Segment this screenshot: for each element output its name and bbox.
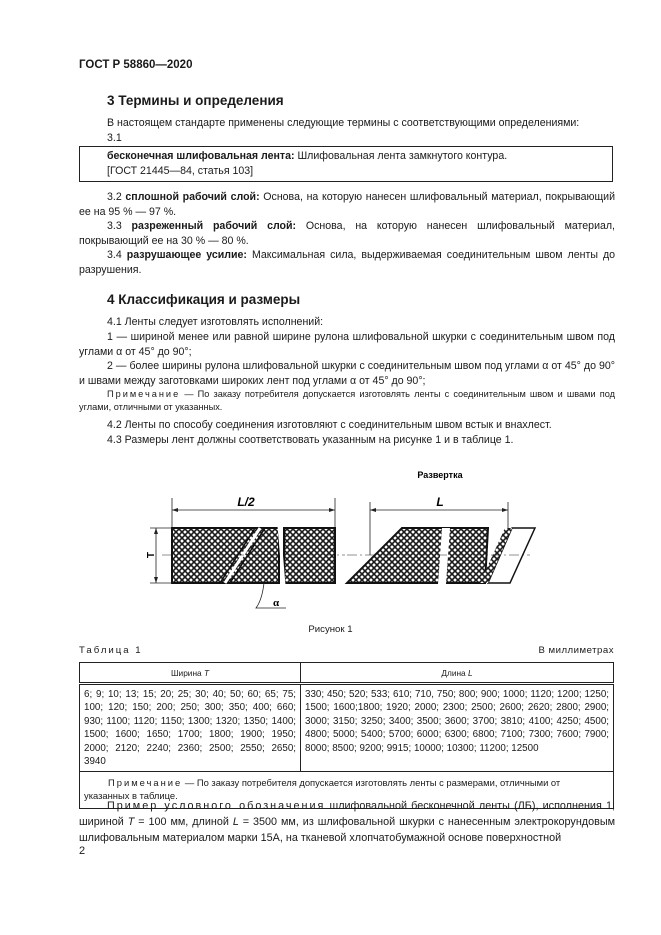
label-half-length: L/2 xyxy=(237,495,255,509)
table-row xyxy=(80,684,614,772)
section-4-title: 4 Классификация и размеры xyxy=(107,292,301,307)
term-3-4-name: разрушающее усилие: xyxy=(126,249,247,261)
term-3-3-name: разреженный рабочий слой: xyxy=(131,220,297,232)
term-3-3-number: 3.3 xyxy=(107,220,132,232)
cell-lengths: 330; 450; 520; 533; 610; 710, 750; 800; 900; 1000; 1120; 1200; 1250; 1500; 1600;1800; 1920; 2000; 2300; 2500; 2600; 2620; 2800; 2900; 3000; 3150; 3250; 3400; 3500; 3600; 3700; 3810; 4100; 4250; 4500; 4800; 5000; 5400; 5700; 6000; 6300; 6800; 7100; 7300; 7600; 7900; 8000; 8500; 9200; 9915; 10000; 10300; 11200; 12500 xyxy=(301,684,614,772)
example-text-a: шлифовальной бесконечной ленты (ЛБ), исполнения 1, шириной xyxy=(79,800,615,828)
page-number: 2 xyxy=(79,845,86,857)
note-label: Примечание xyxy=(107,389,181,399)
term-3-2 xyxy=(79,190,615,219)
term-3-4 xyxy=(79,248,615,277)
table-title: Таблица 1 xyxy=(79,645,143,656)
term-3-4-definition: Максимальная сила, выдерживаемая соединительным швом ленты до разрушения. xyxy=(79,249,616,276)
example-text-c: = 3500 мм, из шлифовальной шкурки с нанесенным электрокорундовым шлифовальным материалом марки 15А, на тканевой хлопчатобумажной основе поверхностной xyxy=(79,816,616,844)
example-label: Пример условного обозначения xyxy=(107,800,326,812)
section-4-note xyxy=(79,388,615,414)
term-3-4-number: 3.4 xyxy=(107,249,127,261)
label-angle: α xyxy=(273,597,280,609)
table-units: В миллиметрах xyxy=(538,645,614,656)
term-3-1 xyxy=(107,149,612,164)
example-paragraph xyxy=(79,798,615,846)
belt-side-view xyxy=(150,498,345,608)
example-symbol-l: L xyxy=(232,816,239,828)
paragraph-4-1-item-1: 1 — шириной менее или равной ширине рулона шлифовальной шкурки с соединительным швом под углами α от 45° до 90°; xyxy=(79,331,615,358)
paragraph-4-2: 4.2 Ленты по способу соединения изготовляют с соединительным швом встык и внахлест. xyxy=(107,419,552,431)
table-header-row xyxy=(80,663,614,684)
term-3-1-box xyxy=(79,146,613,182)
figure-caption: Рисунок 1 xyxy=(308,624,353,635)
term-3-2-definition: Основа, на которую нанесен шлифовальный материал, покрывающий ее на 95 % — 97 %. xyxy=(79,191,616,218)
intro-text: В настоящем стандарте применены следующие термины с соответствующими определениями: xyxy=(107,117,580,129)
column-header-length-label: Длина xyxy=(441,667,468,678)
paragraph-4-3: 4.3 Размеры лент должны соответствовать указанным на рисунке 1 и в таблице 1. xyxy=(107,434,514,446)
column-header-length-symbol: L xyxy=(467,667,473,678)
term-3-3-definition: Основа, на которую нанесен шлифовальный материал, покрывающий ее на 30 % — 80 %. xyxy=(79,220,615,247)
note-text: — По заказу потребителя допускается изготовлять ленты с соединительным швом и швами под углами, отличными от указанных. xyxy=(79,389,615,412)
column-header-width-symbol: T xyxy=(203,667,210,678)
label-width: T xyxy=(146,551,157,559)
example-symbol-t: T xyxy=(127,816,135,828)
table-note-text: — По заказу потребителя допускается изготовлять ленты с размерами, отличными от указанных в таблице. xyxy=(84,777,561,802)
table-1 xyxy=(79,662,614,809)
term-3-1-source: [ГОСТ 21445—84, статья 103] xyxy=(107,165,254,177)
column-header-length xyxy=(301,663,614,684)
paragraph-4-1: 4.1 Ленты следует изготовлять исполнений: xyxy=(107,316,324,328)
term-3-3 xyxy=(79,219,615,248)
belt-unfold-view xyxy=(347,502,535,584)
term-3-2-name: сплошной рабочий слой: xyxy=(125,191,260,203)
term-3-1-definition: Шлифовальная лента замкнутого контура. xyxy=(294,150,508,162)
section-3-intro xyxy=(107,116,615,145)
column-header-width xyxy=(80,663,301,684)
item-number-3-1: 3.1 xyxy=(107,131,122,144)
paragraph-4-1-item-2: 2 — более ширины рулона шлифовальной шкурки с соединительным швом под углами α от 45° до 90° и швами между заготовками широких лент под углами α от 45° до 90°; xyxy=(79,360,615,387)
section-3-title: 3 Термины и определения xyxy=(107,93,284,108)
term-3-2-number: 3.2 xyxy=(107,191,126,203)
example-text-b: = 100 мм, длиной xyxy=(134,816,233,828)
table-note-label: Примечание xyxy=(108,777,183,789)
label-length: L xyxy=(436,495,444,509)
column-header-width-label: Ширина xyxy=(170,667,204,678)
term-3-1-name: бесконечная шлифовальная лента: xyxy=(107,150,295,162)
label-unfold: Развертка xyxy=(417,470,463,480)
cell-widths: 6; 9; 10; 13; 15; 20; 25; 30; 40; 50; 60; 65; 75; 100; 120; 150; 200; 250; 300; 350; 400; 660; 930; 1100; 1120; 1150; 1300; 1320; 1350; 1400; 1500; 1600; 1650; 1700; 1800; 1900; 1950; 2000; 2120; 2240; 2360; 2500; 2550; 2650; 3940 xyxy=(80,684,301,772)
figure-1-belt-diagram xyxy=(140,460,570,620)
document-header: ГОСТ Р 58860—2020 xyxy=(79,59,193,71)
